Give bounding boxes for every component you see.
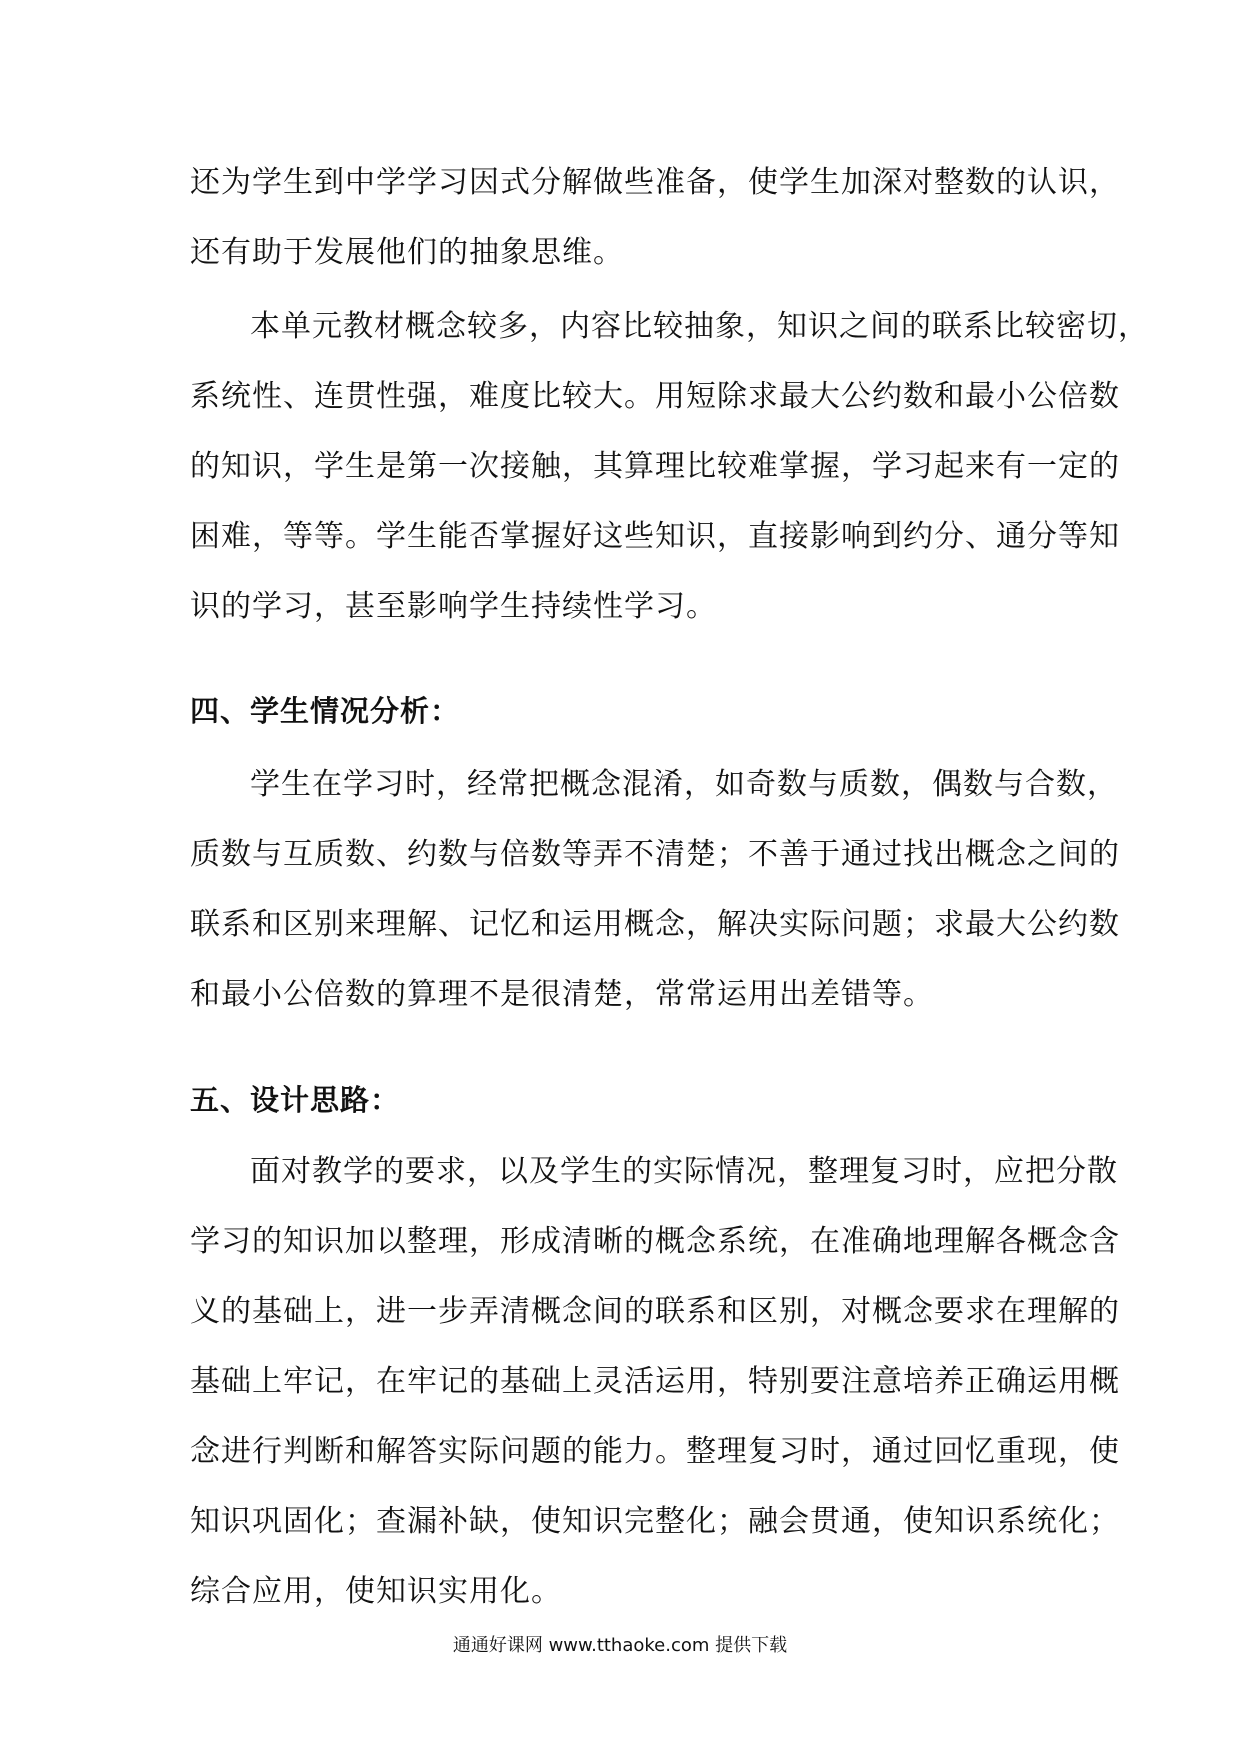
- paragraph-line: 学习的知识加以整理，形成清晰的概念系统，在准确地理解各概念含: [190, 1224, 1120, 1259]
- section-heading: 五、设计思路：: [190, 1083, 401, 1117]
- paragraph-line: 困难，等等。学生能否掌握好这些知识，直接影响到约分、通分等知: [190, 519, 1120, 554]
- section-heading: 四、学生情况分析：: [190, 694, 461, 728]
- paragraph-line: 基础上牢记，在牢记的基础上灵活运用，特别要注意培养正确运用概: [190, 1364, 1120, 1399]
- paragraph-line: 联系和区别来理解、记忆和运用概念，解决实际问题；求最大公约数: [190, 907, 1120, 942]
- paragraph-line: 还为学生到中学学习因式分解做些准备，使学生加深对整数的认识，: [190, 165, 1120, 200]
- paragraph-line: 还有助于发展他们的抽象思维。: [190, 235, 624, 270]
- paragraph-line: 系统性、连贯性强，难度比较大。用短除求最大公约数和最小公倍数: [190, 379, 1120, 414]
- paragraph-line: 面对教学的要求，以及学生的实际情况，整理复习时，应把分散: [250, 1154, 1118, 1189]
- paragraph-line: 知识巩固化；查漏补缺，使知识完整化；融会贯通，使知识系统化；: [190, 1504, 1120, 1539]
- paragraph-line: 义的基础上，进一步弄清概念间的联系和区别，对概念要求在理解的: [190, 1294, 1120, 1329]
- paragraph-line: 质数与互质数、约数与倍数等弄不清楚；不善于通过找出概念之间的: [190, 837, 1120, 872]
- page-footer: 通通好课网 www.tthaoke.com 提供下载: [452, 1635, 788, 1656]
- paragraph-line: 念进行判断和解答实际问题的能力。整理复习时，通过回忆重现，使: [190, 1434, 1120, 1469]
- paragraph-line: 识的学习，甚至影响学生持续性学习。: [190, 589, 717, 624]
- paragraph-line: 和最小公倍数的算理不是很清楚，常常运用出差错等。: [190, 977, 934, 1012]
- paragraph-line: 学生在学习时，经常把概念混淆，如奇数与质数，偶数与合数，: [250, 767, 1118, 802]
- paragraph-line: 综合应用，使知识实用化。: [190, 1574, 562, 1609]
- paragraph-line: 的知识，学生是第一次接触，其算理比较难掌握，学习起来有一定的: [190, 449, 1120, 484]
- paragraph-line: 本单元教材概念较多，内容比较抽象，知识之间的联系比较密切，: [250, 309, 1149, 344]
